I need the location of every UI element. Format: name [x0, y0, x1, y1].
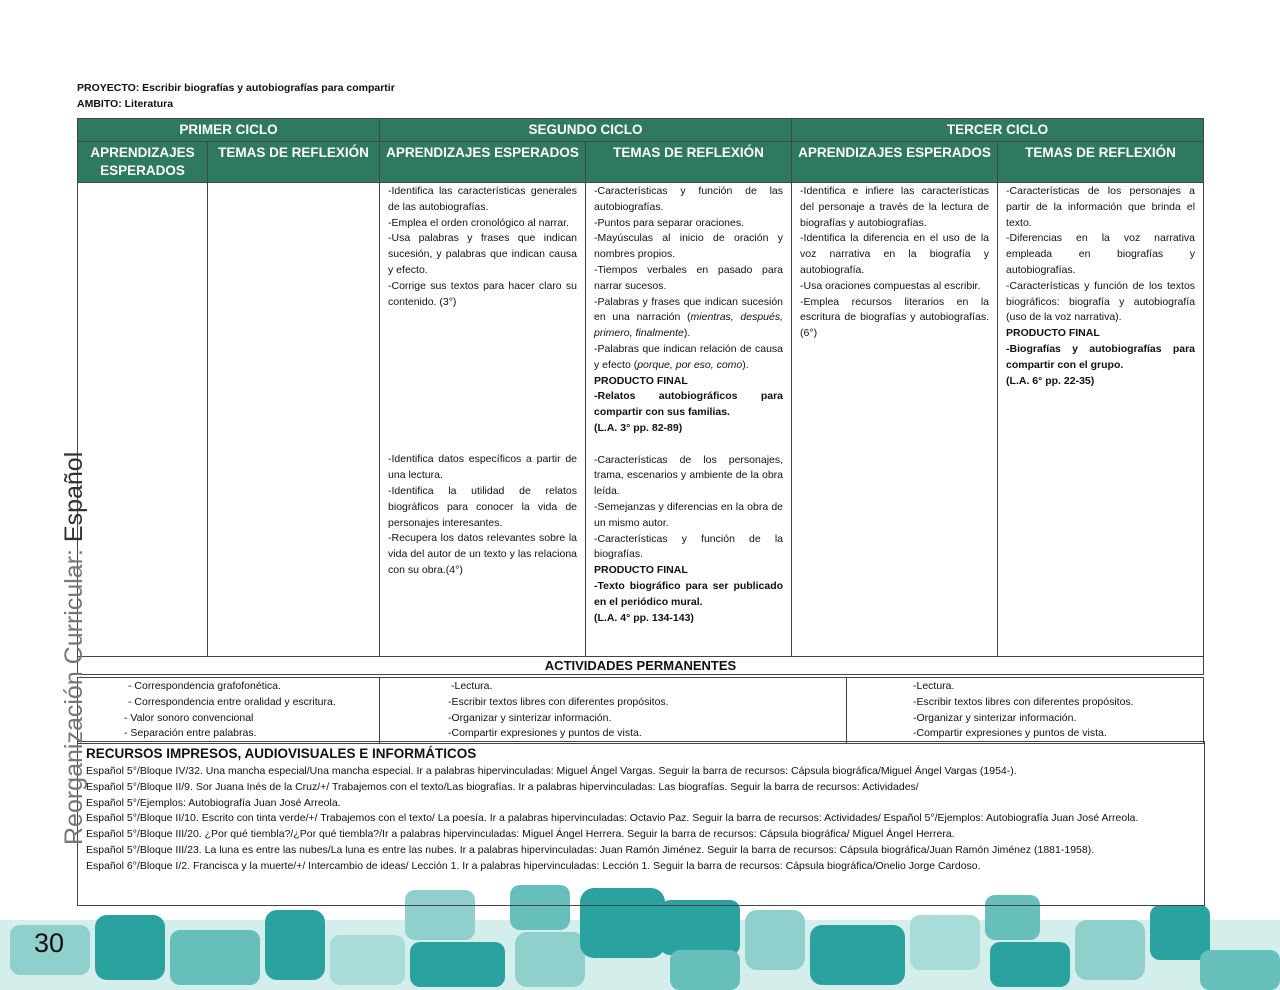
tercer-aprendizajes-cell [792, 183, 998, 657]
tercer-ciclo-header: TERCER CICLO [792, 119, 1204, 142]
actividad-item: -Escribir textos libres con diferentes propósitos. [448, 695, 669, 708]
segundo-aprendizaje-item: -Identifica datos específicos a partir de una lectura. [388, 453, 578, 482]
primer-ciclo-header: PRIMER CICLO [78, 119, 380, 142]
tercer-tema-item: -Características de los personajes a partir de la información que brinda el texto. [1006, 185, 1196, 229]
producto-final-label: PRODUCTO FINAL [1006, 327, 1100, 340]
vertical-section-title: Reorganización Curricular: Español [60, 451, 88, 845]
segundo-tema-item: -Características y función de las autobiografías. [594, 185, 784, 213]
segundo-tema-item: -Tiempos verbales en pasado para narrar sucesos. [594, 263, 784, 292]
segundo-tema-item: -Palabras que indican relación de causa y efecto (porque, por eso, como). [594, 342, 784, 371]
column-header-row [78, 142, 1204, 183]
segundo-aprendizajes-header: APRENDIZAJES ESPERADOS [380, 142, 586, 183]
actividades-segundo-ciclo [380, 678, 847, 744]
tercer-tema-item: -Características y función de los textos biográficos: biografía y autobiografía (uso de la voz narrativa). [1006, 279, 1196, 324]
segundo-temas-cell [586, 183, 792, 657]
tercer-aprendizaje-item: -Identifica la diferencia en el uso de la voz narrativa en la biografía y autobiografía. [800, 232, 990, 276]
segundo-aprendizajes-cell [380, 183, 586, 657]
producto-final-label: PRODUCTO FINAL [594, 564, 688, 577]
actividades-table [77, 677, 1204, 744]
actividad-item: -Escribir textos libres con diferentes propósitos. [913, 695, 1134, 708]
segundo-aprendizaje-item: -Identifica las características generales de las autobiografías. [388, 185, 578, 213]
actividad-item: -Compartir expresiones y puntos de vista. [448, 727, 642, 740]
actividades-permanentes-title: ACTIVIDADES PERMANENTES [78, 657, 1204, 675]
actividades-tercer-ciclo [847, 678, 1204, 744]
producto-final-text: -Texto biográfico para ser publicado en el periódico mural. [594, 579, 784, 608]
segundo-tema-item: -Semejanzas y diferencias en la obra de un mismo autor. [594, 500, 784, 529]
book-reference: (L.A. 4° pp. 134-143) [594, 611, 694, 624]
producto-final-label: PRODUCTO FINAL [594, 374, 688, 387]
tercer-aprendizaje-item: -Emplea recursos literarios en la escritura de biografías y autobiografías. (6°) [800, 295, 990, 340]
tercer-temas-cell [998, 183, 1204, 657]
segundo-temas-header: TEMAS DE REFLEXIÓN [586, 142, 792, 183]
segundo-aprendizaje-item: -Corrige sus textos para hacer claro su contenido. (3°) [388, 279, 578, 308]
cycle-header-row [78, 119, 1204, 142]
actividad-item: - Correspondencia grafofonética. [128, 680, 281, 692]
actividades-header-row [78, 657, 1204, 675]
recurso-item: Español 5°/Bloque III/20. ¿Por qué tiembla?/¿Por qué tiembla?/Ir a palabras hipervinculadas: Miguel Ángel Herrera. Seguir la barra de recursos: Cápsula biográfica/ Miguel Ángel Herrera. [86, 828, 955, 841]
tercer-tema-item: -Diferencias en la voz narrativa empleada en biografías y autobiografías. [1006, 232, 1196, 276]
primer-aprendizajes-cell [78, 183, 208, 657]
recurso-item: Español 5°/Bloque III/23. La luna es entre las nubes/La luna es entre las nubes. Ir a palabras hipervinculadas: Juan Ramón Jiménez. Seguir la barra de recursos: Cápsula biográfica/Juan Ramón Jiménez (1881-1958). [86, 843, 1095, 856]
actividad-item: - Valor sonoro convencional [124, 711, 254, 724]
segundo-tema-item: -Puntos para separar oraciones. [594, 216, 745, 229]
recursos-title: RECURSOS IMPRESOS, AUDIOVISUALES E INFORMÁTICOS [86, 746, 477, 761]
producto-final-text: -Relatos autobiográficos para compartir con sus familias. [594, 390, 784, 419]
actividad-item: -Lectura. [913, 680, 955, 692]
tercer-aprendizaje-item: -Identifica e infiere las características del personaje a través de la lectura de biografías y autobiografías. [800, 185, 990, 229]
recursos-section [77, 741, 1205, 906]
actividad-item: -Compartir expresiones y puntos de vista. [913, 727, 1107, 740]
recurso-item: Español 5°/Bloque II/9. Sor Juana Inés de la Cruz/+/ Trabajemos con el texto/Las biografías. Ir a palabras hipervinculadas: Las biografías. Seguir la barra de recursos: Actividades/ [86, 780, 919, 793]
tercer-aprendizaje-item: -Usa oraciones compuestas al escribir. [800, 279, 981, 292]
segundo-aprendizaje-item: -Usa palabras y frases que indican sucesión, y palabras que indican causa y efecto. [388, 232, 578, 276]
document-header [77, 80, 395, 112]
recurso-item: Español 6°/Bloque I/2. Francisca y la muerte/+/ Intercambio de ideas/ Lección 1. Ir a palabras hipervinculadas: Lección 1. Seguir la barra de recursos: Cápsula biográfica/Onelio Jorge Cardoso. [86, 859, 981, 872]
book-reference: (L.A. 6° pp. 22-35) [1006, 374, 1095, 387]
actividades-primer-ciclo [78, 678, 380, 744]
project-title: PROYECTO: Escribir biografías y autobiografías para compartir [77, 82, 395, 94]
ambito-label: AMBITO: Literatura [77, 98, 174, 110]
recurso-item: Español 5°/Bloque IV/32. Una mancha especial/Una mancha especial. Ir a palabras hipervinculadas: Miguel Ángel Vargas. Seguir la barra de recursos: Cápsula biográfica/Miguel Ángel Vargas (1954-). [86, 765, 1017, 777]
primer-aprendizajes-header: APRENDIZAJES ESPERADOS [78, 142, 208, 183]
segundo-tema-item: -Características de los personajes, trama, escenarios y ambiente de la obra leída. [594, 453, 784, 498]
recurso-item: Español 5°/Ejemplos: Autobiografía Juan José Arreola. [86, 796, 341, 809]
producto-final-text: -Biografías y autobiografías para compartir con el grupo. [1006, 342, 1196, 371]
segundo-tema-item: -Mayúsculas al inicio de oración y nombres propios. [594, 232, 784, 261]
segundo-aprendizaje-item: -Emplea el orden cronológico al narrar. [388, 216, 569, 229]
actividad-item: -Lectura. [451, 680, 493, 692]
segundo-tema-item: -Palabras y frases que indican sucesión en una narración (mientras, después, primero, finalmente). [594, 295, 784, 340]
primer-temas-cell [208, 183, 380, 657]
recurso-item: Español 5°/Bloque II/10. Escrito con tinta verde/+/ Trabajemos con el texto/ La poesía. Ir a palabras hipervinculadas: Octavio Paz. Seguir la barra de recursos: Actividades/ Español 5°/Ejemplos: Autobiografía Juan José Arreola. [86, 812, 1139, 825]
tercer-temas-header: TEMAS DE REFLEXIÓN [998, 142, 1204, 183]
segundo-tema-item: -Características y función de la biografías. [594, 532, 784, 561]
segundo-aprendizaje-item: -Recupera los datos relevantes sobre la vida del autor de un texto y las relaciona con su obra.(4°) [388, 532, 578, 576]
actividad-item: -Organizar y sinterizar información. [448, 711, 612, 724]
actividad-item: -Organizar y sinterizar información. [913, 711, 1077, 724]
page-number: 30 [34, 928, 65, 958]
actividad-item: - Correspondencia entre oralidad y escritura. [128, 695, 336, 708]
primer-temas-header: TEMAS DE REFLEXIÓN [208, 142, 380, 183]
curriculum-table [77, 118, 1204, 675]
segundo-ciclo-header: SEGUNDO CICLO [380, 119, 792, 142]
actividad-item: - Separación entre palabras. [124, 727, 257, 740]
segundo-aprendizaje-item: -Identifica la utilidad de relatos biográficos para conocer la vida de personajes interesantes. [388, 484, 578, 529]
book-reference: (L.A. 3° pp. 82-89) [594, 421, 683, 434]
tercer-aprendizajes-header: APRENDIZAJES ESPERADOS [792, 142, 998, 183]
content-row [78, 183, 1204, 657]
